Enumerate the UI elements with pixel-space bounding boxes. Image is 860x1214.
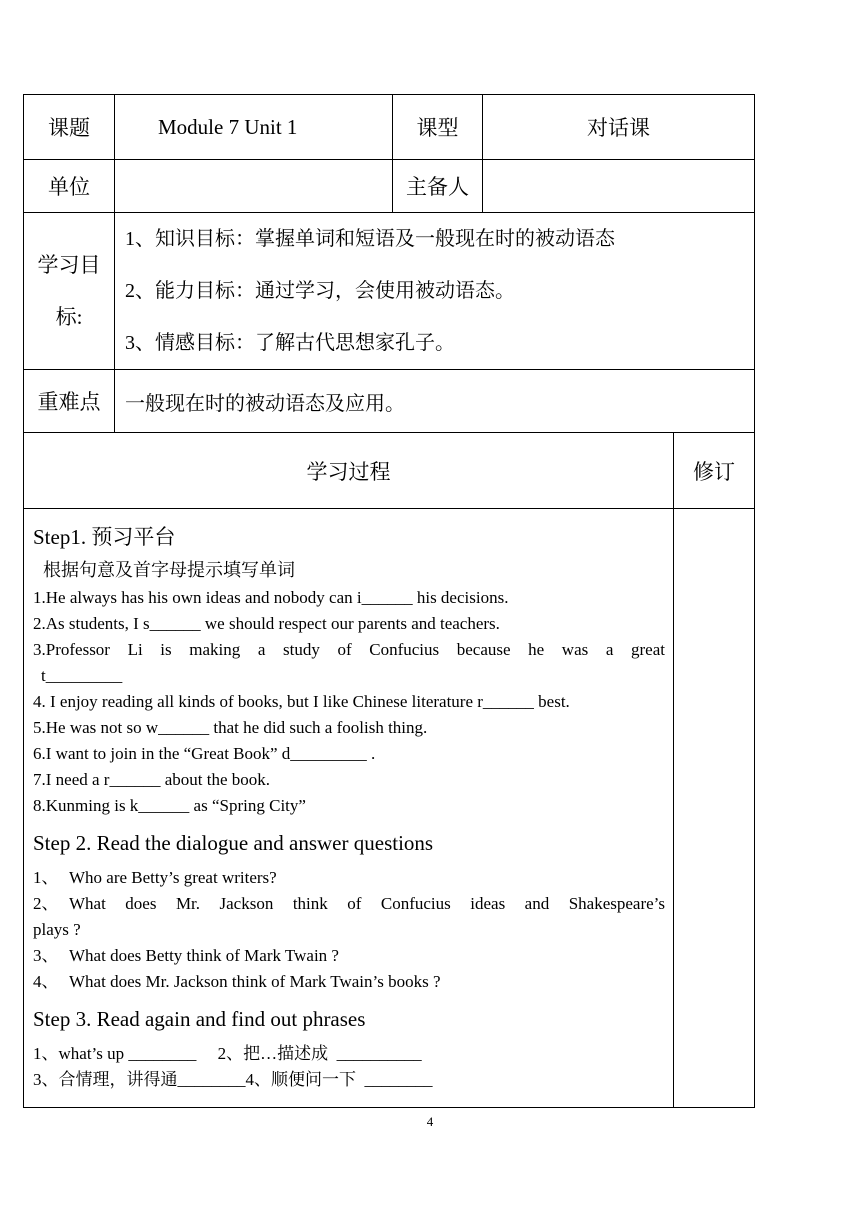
question-number: 3、 — [33, 946, 59, 965]
goals-label: 学习目标: — [24, 213, 115, 370]
process-title: 学习过程 — [24, 433, 674, 509]
topic-value: Module 7 Unit 1 — [115, 95, 393, 160]
question-item — [33, 969, 665, 995]
phrase-line: 1、what’s up ________ 2、把…描述成 __________ — [33, 1044, 422, 1063]
step1-item: 1.He always has his own ideas and nobody can i______ his decisions. — [33, 588, 509, 607]
goal-knowledge: 1、知识目标：掌握单词和短语及一般现在时的被动语态 — [125, 228, 615, 250]
unit-value — [115, 160, 393, 213]
goal-ability: 2、能力目标：通过学习，会使用被动语态。 — [125, 280, 515, 302]
question-number: 4、 — [33, 972, 59, 991]
unit-label: 单位 — [24, 160, 115, 213]
revise-column — [674, 509, 755, 1108]
question-number: 2、 — [33, 894, 59, 913]
type-value: 对话课 — [483, 95, 755, 160]
step1-item: 7.I need a r______ about the book. — [33, 770, 270, 789]
step1-item: 2.As students, I s______ we should respect our parents and teachers. — [33, 614, 500, 633]
preparer-label: 主备人 — [393, 160, 483, 213]
step1-item: 8.Kunming is k______ as “Spring City” — [33, 796, 306, 815]
question-item — [33, 943, 665, 969]
topic-label: 课题 — [24, 95, 115, 160]
step1-item: 3.Professor Li is making a study of Confucius because he was a great — [33, 640, 665, 659]
question-text: What does Betty think of Mark Twain ? — [69, 946, 339, 965]
learning-process-table — [23, 432, 755, 1108]
step2-title: Step 2. Read the dialogue and answer questions — [33, 831, 434, 855]
question-item — [33, 891, 665, 917]
preparer-value — [483, 160, 755, 213]
step3-title: Step 3. Read again and find out phrases — [33, 1007, 366, 1031]
question-item — [33, 865, 665, 891]
process-content — [24, 509, 674, 1108]
question-text: What does Mr. Jackson think of Mark Twain’s books ? — [69, 972, 441, 991]
phrase-line: 3、合情理，讲得通________4、顺便问一下 ________ — [33, 1070, 433, 1089]
revise-header: 修订 — [674, 433, 755, 509]
step1-instruction: 根据句意及首字母提示填写单词 — [43, 560, 295, 580]
question-text: What does Mr. Jackson think of Confucius ideas and Shakespeare’s — [69, 894, 665, 913]
step1-item-continued: t_________ — [41, 666, 123, 685]
question-text: Who are Betty’s great writers? — [69, 868, 277, 887]
page-number: 4 — [426, 1114, 434, 1129]
goals-list — [115, 213, 755, 370]
step1-item: 5.He was not so w______ that he did such a foolish thing. — [33, 718, 428, 737]
goal-emotion: 3、情感目标：了解古代思想家孔子。 — [125, 332, 455, 354]
step1-item: 4. I enjoy reading all kinds of books, but I like Chinese literature r______ best. — [33, 692, 570, 711]
step1-item: 6.I want to join in the “Great Book” d_________ . — [33, 744, 376, 763]
question-number: 1、 — [33, 868, 59, 887]
difficulty-label: 重难点 — [24, 370, 115, 433]
type-label: 课型 — [393, 95, 483, 160]
step1-title: Step1. 预习平台 — [33, 525, 176, 549]
difficulty-value: 一般现在时的被动语态及应用。 — [115, 370, 755, 433]
lesson-info-table — [23, 94, 755, 433]
question-text-continued: plays ? — [33, 920, 81, 939]
